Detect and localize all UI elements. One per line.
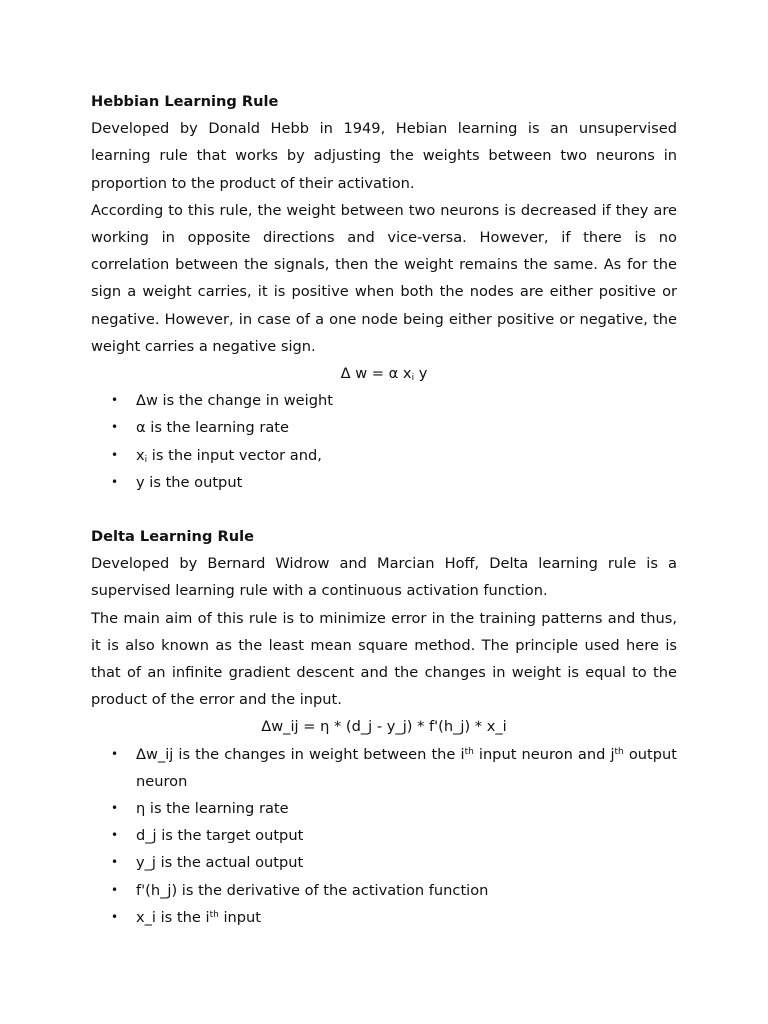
- bullet-icon: •: [111, 828, 119, 843]
- list-item-text: y is the output: [136, 473, 243, 491]
- delta-paragraph-2: The main aim of this rule is to minimize error in the training patterns and thus, it is also known as the least mean square method. The principle used here is that of an infinite gradient descent and the changes in weight is equal to the product of the error and the input.: [91, 609, 677, 709]
- delta-heading: Delta Learning Rule: [91, 528, 254, 546]
- list-item: [91, 442, 677, 469]
- list-item-superscript: th: [614, 746, 624, 757]
- list-item-text: f'(h_j) is the derivative of the activation function: [136, 881, 489, 899]
- list-item-text: d_j is the target output: [136, 827, 304, 845]
- list-item: [91, 414, 677, 441]
- list-item-text: x_i is the i: [136, 908, 210, 926]
- list-item: [91, 387, 677, 414]
- list-item-text: output neuron: [136, 745, 677, 790]
- bullet-icon: •: [111, 909, 119, 924]
- hebbian-formula-subscript: i: [411, 373, 415, 384]
- list-item-text: y_j is the actual output: [136, 854, 304, 872]
- list-item-superscript: th: [464, 746, 474, 757]
- section-spacer: [91, 496, 677, 523]
- list-item: [91, 849, 677, 876]
- list-item-text: Δw_ij is the changes in weight between the i: [136, 745, 465, 763]
- delta-variable-list: [91, 741, 677, 931]
- list-item-text: is the input vector and,: [147, 446, 322, 464]
- list-item: [91, 795, 677, 822]
- hebbian-formula-main: Δ w = α x: [340, 365, 412, 383]
- hebbian-formula-tail: y: [414, 365, 428, 383]
- list-item-text: input: [218, 908, 261, 926]
- bullet-icon: •: [111, 746, 119, 761]
- hebbian-formula: [91, 360, 677, 387]
- bullet-icon: •: [111, 447, 119, 462]
- bullet-icon: •: [111, 882, 119, 897]
- bullet-icon: •: [111, 855, 119, 870]
- list-item: [91, 469, 677, 496]
- list-item-subscript: i: [144, 454, 148, 465]
- list-item-text: Δw is the change in weight: [136, 392, 333, 410]
- hebbian-paragraph-1: Developed by Donald Hebb in 1949, Hebian learning is an unsupervised learning rule that works by adjusting the weights between two neurons in proportion to the product of their activation.: [91, 120, 677, 192]
- bullet-icon: •: [111, 420, 119, 435]
- list-item: [91, 877, 677, 904]
- list-item: [91, 741, 677, 795]
- bullet-icon: •: [111, 474, 119, 489]
- document-page: [91, 88, 677, 931]
- delta-paragraph-1: Developed by Bernard Widrow and Marcian Hoff, Delta learning rule is a supervised learning rule with a continuous activation function.: [91, 555, 677, 600]
- list-item-text: η is the learning rate: [136, 800, 289, 818]
- bullet-icon: •: [111, 393, 119, 408]
- hebbian-heading: Hebbian Learning Rule: [91, 93, 279, 110]
- list-item-superscript: th: [209, 909, 219, 920]
- list-item: [91, 822, 677, 849]
- list-item-text: x: [136, 446, 145, 464]
- hebbian-paragraph-2: According to this rule, the weight between two neurons is decreased if they are working in opposite directions and vice-versa. However, if there is no correlation between the signals, then the weight remains the same. As for the sign a weight carries, it is positive when both the nodes are either positive or negative. However, in case of a one node being either positive or negative, the weight carries a negative sign.: [91, 201, 677, 355]
- list-item: [91, 904, 677, 931]
- delta-formula: Δw_ij = η * (d_j - y_j) * f'(h_j) * x_i: [261, 718, 507, 736]
- hebbian-variable-list: [91, 387, 677, 496]
- bullet-icon: •: [111, 801, 119, 816]
- list-item-text: input neuron and j: [473, 745, 615, 763]
- list-item-text: α is the learning rate: [136, 419, 289, 437]
